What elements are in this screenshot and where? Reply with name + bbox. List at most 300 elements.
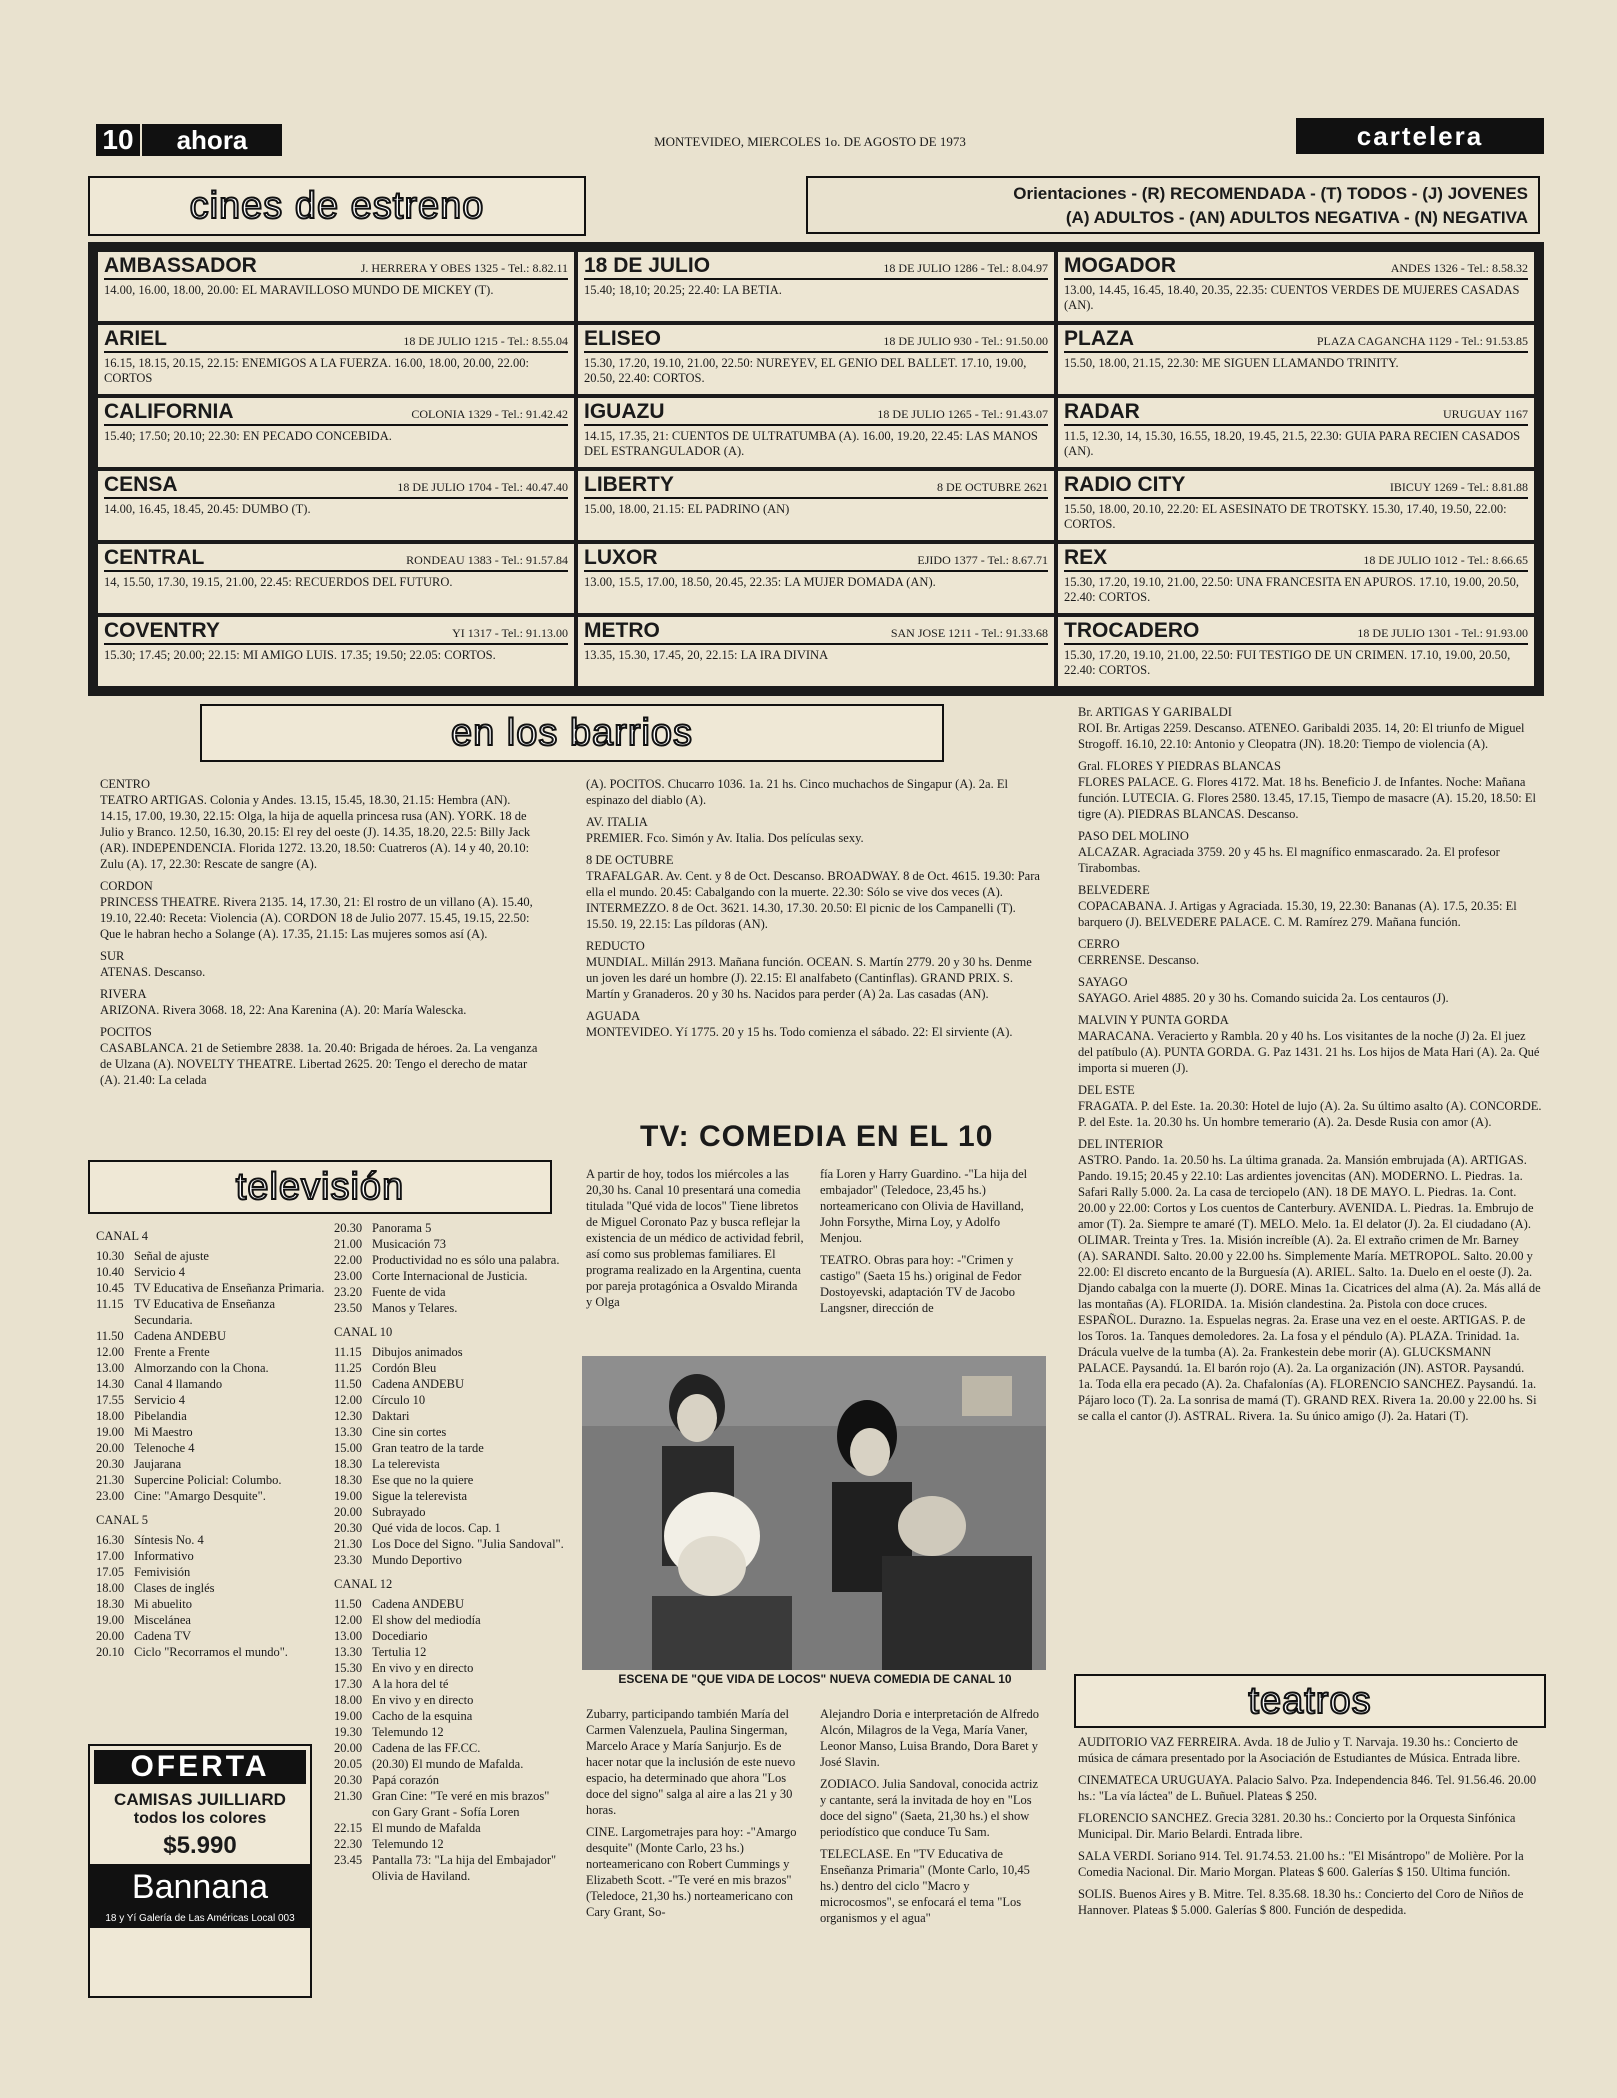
program-time: 17.00 <box>96 1549 125 1563</box>
cine-program: 15.30; 17.45; 20.00; 22.15: MI AMIGO LUIS. 17.35; 19.50; 22.05: CORTOS. <box>104 648 496 662</box>
teatros-title: teatros <box>1074 1674 1546 1728</box>
teatros-list <box>1078 1734 1542 1924</box>
cine-header <box>584 473 1048 499</box>
program-time: 20.00 <box>334 1741 363 1755</box>
program-title: Mi abuelito <box>134 1597 192 1611</box>
oferta-address: 18 y Yí Galería de Las Américas Local 003 <box>90 1911 310 1928</box>
barrio-zone: DEL ESTE <box>1078 1083 1135 1097</box>
barrio-zone: CERRO <box>1078 937 1120 951</box>
cine-header <box>584 400 1048 426</box>
program-title: Cadena TV <box>134 1629 192 1643</box>
program-time: 11.15 <box>334 1345 362 1359</box>
program-row <box>334 1440 564 1456</box>
program-time: 18.30 <box>334 1457 363 1471</box>
barrio-zone: CORDON <box>100 879 153 893</box>
cine-header <box>104 400 568 426</box>
program-title: Qué vida de locos. Cap. 1 <box>372 1521 501 1535</box>
program-time: 18.00 <box>96 1581 125 1595</box>
comedia-col2b: TEATRO. Obras para hoy: -"Crimen y castigo" (Saeta 15 hs.) original de Fedor Dostoyevski, adaptación TV de Jacobo Langsner, dirección de <box>820 1253 1022 1315</box>
program-row <box>334 1344 564 1360</box>
program-row <box>96 1280 326 1296</box>
program-row <box>334 1628 564 1644</box>
channel-label: CANAL 5 <box>96 1513 148 1527</box>
program-time: 23.00 <box>334 1269 363 1283</box>
cine-header <box>104 473 568 499</box>
cine-header <box>1064 619 1528 645</box>
program-row <box>96 1548 326 1564</box>
cine-cell <box>98 617 574 686</box>
barrio-listing: COPACABANA. J. Artigas y Agraciada. 15.30, 19, 22.30: Bananas (A). 17.5, 20.35: El barquero (J). BELVEDERE PALACE. C. M. Ramírez 279. Mañana función. <box>1078 899 1517 929</box>
program-time: 11.50 <box>96 1329 124 1343</box>
barrio-zone: Gral. FLORES Y PIEDRAS BLANCAS <box>1078 759 1281 773</box>
cine-program: 11.5, 12.30, 14, 15.30, 16.55, 18.20, 19.45, 21.5, 22.30: GUIA PARA RECIEN CASADOS (AN). <box>1064 429 1521 458</box>
cine-header <box>1064 546 1528 572</box>
program-row <box>96 1392 326 1408</box>
channel-label: CANAL 10 <box>334 1325 393 1339</box>
channel-label: CANAL 4 <box>96 1229 148 1243</box>
cine-name: CENTRAL <box>104 546 205 569</box>
tv-column-left <box>96 1220 326 1660</box>
barrio-zone: POCITOS <box>100 1025 152 1039</box>
program-row <box>334 1520 564 1536</box>
program-row <box>334 1268 564 1284</box>
program-title: Los Doce del Signo. "Julia Sandoval". <box>372 1537 564 1551</box>
program-row <box>334 1300 564 1316</box>
program-row <box>96 1344 326 1360</box>
cine-program: 14.00, 16.00, 18.00, 20.00: EL MARAVILLOSO MUNDO DE MICKEY (T). <box>104 283 494 297</box>
program-row <box>334 1220 564 1236</box>
cine-cell <box>578 544 1054 613</box>
program-time: 19.00 <box>96 1425 125 1439</box>
program-time: 23.45 <box>334 1853 363 1867</box>
program-title: En vivo y en directo <box>372 1693 474 1707</box>
program-title: TV Educativa de Enseñanza Primaria. <box>134 1281 325 1295</box>
cine-address: 18 DE JULIO 1301 - Tel.: 91.93.00 <box>1357 626 1528 640</box>
cine-name: ELISEO <box>584 327 662 350</box>
cine-header <box>1064 254 1528 280</box>
program-title: Cacho de la esquina <box>372 1709 473 1723</box>
channel-label: CANAL 12 <box>334 1577 393 1591</box>
program-time: 22.15 <box>334 1821 363 1835</box>
cine-name: ARIEL <box>104 327 167 350</box>
cine-program: 16.15, 18.15, 20.15, 22.15: ENEMIGOS A LA FUERZA. 16.00, 18.00, 20.00, 22.00: CORTOS <box>104 356 530 385</box>
barrio-zone: CENTRO <box>100 777 150 791</box>
program-time: 10.40 <box>96 1265 125 1279</box>
program-row <box>334 1820 564 1836</box>
program-time: 17.05 <box>96 1565 125 1579</box>
cine-name: RADIO CITY <box>1064 473 1186 496</box>
cine-address: ANDES 1326 - Tel.: 8.58.32 <box>1390 261 1528 275</box>
program-title: Ese que no la quiere <box>372 1473 474 1487</box>
program-row <box>96 1328 326 1344</box>
comedia-col3a: Zubarry, participando también María del Carmen Valenzuela, Paulina Singerman, Marcelo Arace y María Sanjurjo. Es de hacer notar que la inclusión de este nuevo espacio, ha determinado que ahora "Los doce del signo" salga al aire a las 21 y 30 horas. <box>586 1707 796 1817</box>
program-time: 20.30 <box>96 1457 125 1471</box>
program-time: 13.00 <box>334 1629 363 1643</box>
program-time: 20.30 <box>334 1521 363 1535</box>
cine-name: 18 DE JULIO <box>584 254 711 277</box>
barrio-zone: AGUADA <box>586 1009 641 1023</box>
program-time: 10.30 <box>96 1249 125 1263</box>
program-title: Manos y Telares. <box>372 1301 458 1315</box>
program-title: El mundo de Mafalda <box>372 1821 481 1835</box>
cine-name: LUXOR <box>584 546 658 569</box>
program-row <box>96 1488 326 1504</box>
program-time: 18.00 <box>96 1409 125 1423</box>
barrio-zone: REDUCTO <box>586 939 645 953</box>
cine-address: COLONIA 1329 - Tel.: 91.42.42 <box>411 407 568 421</box>
program-time: 18.00 <box>334 1693 363 1707</box>
cine-address: J. HERRERA Y OBES 1325 - Tel.: 8.82.11 <box>360 261 568 275</box>
cine-name: CALIFORNIA <box>104 400 234 423</box>
program-row <box>334 1772 564 1788</box>
program-row <box>334 1392 564 1408</box>
program-title: Cordón Bleu <box>372 1361 437 1375</box>
cine-address: IBICUY 1269 - Tel.: 8.81.88 <box>1389 480 1528 494</box>
cine-cell <box>1058 544 1534 613</box>
program-row <box>334 1852 564 1884</box>
program-title: Corte Internacional de Justicia. <box>372 1269 528 1283</box>
program-row <box>334 1284 564 1300</box>
cine-program: 14, 15.50, 17.30, 19.15, 21.00, 22.45: RECUERDOS DEL FUTURO. <box>104 575 453 589</box>
program-title: Informativo <box>134 1549 194 1563</box>
program-title: La telerevista <box>372 1457 440 1471</box>
cine-name: MOGADOR <box>1064 254 1176 277</box>
program-title: Jaujarana <box>134 1457 182 1471</box>
program-row <box>334 1424 564 1440</box>
program-title: Pibelandia <box>134 1409 187 1423</box>
barrios-right-column <box>1078 704 1542 1430</box>
program-time: 19.00 <box>96 1613 125 1627</box>
section-title: cartelera <box>1296 118 1544 154</box>
barrio-zone: Br. ARTIGAS Y GARIBALDI <box>1078 705 1232 719</box>
cine-program: 13.00, 15.5, 17.00, 18.50, 20.45, 22.35: LA MUJER DOMADA (AN). <box>584 575 936 589</box>
program-row <box>334 1236 564 1252</box>
program-time: 18.30 <box>334 1473 363 1487</box>
cine-address: YI 1317 - Tel.: 91.13.00 <box>452 626 568 640</box>
program-row <box>334 1644 564 1660</box>
program-row <box>334 1504 564 1520</box>
barrio-listing: ATENAS. Descanso. <box>100 965 206 979</box>
program-time: 12.00 <box>96 1345 125 1359</box>
photo-scene-icon <box>582 1356 1046 1670</box>
cine-cell <box>578 325 1054 394</box>
photo-caption: ESCENA DE "QUE VIDA DE LOCOS" NUEVA COMEDIA DE CANAL 10 <box>618 1672 1012 1686</box>
cine-program: 15.30, 17.20, 19.10, 21.00, 22.50: NUREYEV, EL GENIO DEL BALLET. 17.10, 19.00, 20.50, 22.40: CORTOS. <box>584 356 1027 385</box>
program-title: Musicación 73 <box>372 1237 446 1251</box>
cine-header <box>104 619 568 645</box>
barrio-listing: CASABLANCA. 21 de Setiembre 2838. 1a. 20.40: Brigada de héroes. 2a. La venganza de Ulzana (A). NOVELTY THEATRE. Libertad 2625. 20: Tengo el derecho de matar (A). 21.40: La celada <box>100 1041 538 1087</box>
cines-grid-inner <box>98 252 1534 686</box>
cine-name: RADAR <box>1064 400 1140 423</box>
program-row <box>334 1612 564 1628</box>
program-time: 20.00 <box>96 1629 125 1643</box>
program-time: 20.00 <box>96 1441 125 1455</box>
program-title: Síntesis No. 4 <box>134 1533 204 1547</box>
program-title: A la hora del té <box>372 1677 449 1691</box>
program-time: 13.00 <box>96 1361 125 1375</box>
cine-program: 13.35, 15.30, 17.45, 20, 22.15: LA IRA DIVINA <box>584 648 829 662</box>
comedia-col4b: ZODIACO. Julia Sandoval, conocida actriz y cantante, será la invitada de hoy en "Los doce del signo" (Saeta, 21,30 hs.) el show periodístico que conduce Tu Sam. <box>820 1777 1038 1839</box>
program-row <box>96 1596 326 1612</box>
cine-header <box>1064 400 1528 426</box>
program-title: Servicio 4 <box>134 1393 186 1407</box>
cine-program: 15.40; 18,10; 20.25; 22.40: LA BETIA. <box>584 283 782 297</box>
program-time: 19.00 <box>334 1489 363 1503</box>
program-title: Cadena de las FF.CC. <box>372 1741 481 1755</box>
program-title: Gran teatro de la tarde <box>372 1441 484 1455</box>
program-time: 11.50 <box>334 1377 362 1391</box>
barrio-zone: DEL INTERIOR <box>1078 1137 1164 1151</box>
barrio-zone: BELVEDERE <box>1078 883 1150 897</box>
program-time: 16.30 <box>96 1533 125 1547</box>
cine-address: 8 DE OCTUBRE 2621 <box>937 480 1048 494</box>
cine-cell <box>1058 325 1534 394</box>
cine-program: 14.00, 16.45, 18.45, 20.45: DUMBO (T). <box>104 502 311 516</box>
barrio-listing: SAYAGO. Ariel 4885. 20 y 30 hs. Comando suicida 2a. Los centauros (J). <box>1078 991 1449 1005</box>
program-row <box>334 1488 564 1504</box>
program-row <box>96 1440 326 1456</box>
program-time: 15.00 <box>334 1441 363 1455</box>
cine-header <box>104 327 568 353</box>
oferta-price: $5.990 <box>163 1832 237 1859</box>
barrios-title: en los barrios <box>200 704 944 762</box>
cine-cell <box>1058 617 1534 686</box>
program-time: 17.55 <box>96 1393 125 1407</box>
program-title: Cadena ANDEBU <box>372 1377 464 1391</box>
program-row <box>334 1756 564 1772</box>
comedia-col4 <box>820 1706 1044 1932</box>
program-time: 21.30 <box>334 1789 363 1803</box>
barrio-zone: MALVIN Y PUNTA GORDA <box>1078 1013 1229 1027</box>
program-title: Tertulia 12 <box>372 1645 427 1659</box>
cine-program: 13.00, 14.45, 16.45, 18.40, 20.35, 22.35: CUENTOS VERDES DE MUJERES CASADAS (AN). <box>1064 283 1520 312</box>
program-time: 11.15 <box>96 1297 124 1311</box>
program-title: Círculo 10 <box>372 1393 426 1407</box>
program-time: 21.00 <box>334 1237 363 1251</box>
program-title: Docediario <box>372 1629 428 1643</box>
program-time: 13.30 <box>334 1425 363 1439</box>
program-row <box>334 1552 564 1568</box>
teatro-listing: SALA VERDI. Soriano 914. Tel. 91.74.53. 21.00 hs.: "El Misántropo" de Molière. Por la Comedia Nacional. Dir. Mario Morgan. Plateas $ 600. Galerías $ 150. Ultima función. <box>1078 1849 1524 1879</box>
teatro-listing: FLORENCIO SANCHEZ. Grecia 3281. 20.30 hs.: Concierto por la Orquesta Sinfónica Municipal. Dir. Mario Belardi. Entrada libre. <box>1078 1811 1516 1841</box>
program-time: 14.30 <box>96 1377 125 1391</box>
comedia-col4a: Alejandro Doria e interpretación de Alfredo Alcón, Milagros de la Vega, María Vaner, Leonor Manso, Luisa Brando, Dora Baret y José Slavin. <box>820 1707 1040 1769</box>
cine-header <box>104 546 568 572</box>
cine-name: IGUAZU <box>584 400 665 423</box>
program-row <box>96 1564 326 1580</box>
tv-column-right <box>334 1220 564 1884</box>
cine-name: METRO <box>584 619 660 642</box>
program-row <box>334 1740 564 1756</box>
program-time: 11.25 <box>334 1361 362 1375</box>
program-title: Cine: "Amargo Desquite". <box>134 1489 266 1503</box>
cine-name: CENSA <box>104 473 178 496</box>
barrio-zone: RIVERA <box>100 987 147 1001</box>
program-time: 18.30 <box>96 1597 125 1611</box>
program-row <box>96 1376 326 1392</box>
cine-program: 15.50, 18.00, 20.10, 22.20: EL ASESINATO DE TROTSKY. 15.30, 17.40, 19.50, 22.00: CORTOS. <box>1064 502 1507 531</box>
cine-name: PLAZA <box>1064 327 1134 350</box>
barrio-listing: FLORES PALACE. G. Flores 4172. Mat. 18 hs. Beneficio J. de Infantes. Noche: Mañana función. LUTECIA. G. Flores 2580. 13.45, 17.15, Tiempo de masacre (A). 15.20, 18.50: El tigre (A). PIEDRAS BLANCAS. Descanso. <box>1078 775 1536 821</box>
program-row <box>334 1252 564 1268</box>
cine-header <box>584 619 1048 645</box>
cine-program: 15.30, 17.20, 19.10, 21.00, 22.50: FUI TESTIGO DE UN CRIMEN. 17.10, 19.00, 20.50, 22.40: CORTOS. <box>1064 648 1511 677</box>
program-title: Telenoche 4 <box>134 1441 195 1455</box>
program-row <box>334 1596 564 1612</box>
cine-cell <box>578 471 1054 540</box>
comedia-col3 <box>586 1706 806 1926</box>
teatro-listing: AUDITORIO VAZ FERREIRA. Avda. 18 de Julio y T. Narvaja. 19.30 hs.: Concierto de música de cámara presentado por la Asociación de Estudiantes de Música. Entrada libre. <box>1078 1735 1521 1765</box>
program-title: Telemundo 12 <box>372 1725 444 1739</box>
orientaciones-line1: Orientaciones - (R) RECOMENDADA - (T) TODOS - (J) JOVENES <box>1013 184 1528 203</box>
barrio-zone: PASO DEL MOLINO <box>1078 829 1189 843</box>
program-title: Productividad no es sólo una palabra. <box>372 1253 560 1267</box>
barrio-listing: ALCAZAR. Agraciada 3759. 20 y 45 hs. El magnífico enmascarado. 2a. El profesor Tirabombas. <box>1078 845 1500 875</box>
comedia-photo <box>582 1356 1046 1670</box>
barrio-zone: 8 DE OCTUBRE <box>586 853 674 867</box>
program-title: Canal 4 llamando <box>134 1377 223 1391</box>
cine-header <box>1064 327 1528 353</box>
orientaciones-legend <box>806 176 1540 234</box>
program-row <box>96 1360 326 1376</box>
barrio-listing: TRAFALGAR. Av. Cent. y 8 de Oct. Descanso. BROADWAY. 8 de Oct. 4615. 19.30: Para ella el mundo. 20.45: Cabalgando con la muerte. 22.30: Sólo se vive dos veces (A). INTERMEZZO. 8 de Oct. 3621. 14.30, 17.30. 20.50: El picnic de los Campanelli (T). 15.50. 19, 22.15: Las píldoras (AN). <box>586 869 1040 931</box>
program-title: (20.30) El mundo de Mafalda. <box>372 1757 524 1771</box>
program-row <box>334 1408 564 1424</box>
cine-address: URUGUAY 1167 <box>1442 407 1528 421</box>
program-row <box>334 1724 564 1740</box>
oferta-product: CAMISAS JUILLIARD <box>114 1790 286 1809</box>
program-title: El show del mediodía <box>372 1613 481 1627</box>
program-row <box>96 1456 326 1472</box>
cine-address: PLAZA CAGANCHA 1129 - Tel.: 91.53.85 <box>1316 334 1528 348</box>
cine-program: 15.40; 17.50; 20.10; 22.30: EN PECADO CONCEBIDA. <box>104 429 392 443</box>
program-time: 17.30 <box>334 1677 363 1691</box>
program-row <box>96 1532 326 1548</box>
program-title: Dibujos animados <box>372 1345 463 1359</box>
program-title: En vivo y en directo <box>372 1661 474 1675</box>
program-row <box>96 1296 326 1328</box>
barrios-middle-column <box>586 776 1046 1046</box>
barrio-listing: TEATRO ARTIGAS. Colonia y Andes. 13.15, 15.45, 18.30, 21.15: Hembra (AN). 14.15, 17.00, 19.30, 22.15: Olga, la hija de aquella princesa rusa (AN). YORK. 18 de Julio y Branco. 12.50, 16.30, 20.15: El rey del oeste (J). 14.35, 18.20, 22.5: Billy Jack (AR). INDEPENDENCIA. Florida 1272. 13.20, 18.50: Cuatreros (A). 14 y 40, 20.10: Zulu (A). 17, 22.30: Rescate de sangre (A). <box>100 793 531 871</box>
program-time: 23.00 <box>96 1489 125 1503</box>
program-time: 23.30 <box>334 1553 363 1567</box>
cines-grid <box>88 242 1544 696</box>
program-time: 20.30 <box>334 1773 363 1787</box>
program-time: 11.50 <box>334 1597 362 1611</box>
comedia-col1: A partir de hoy, todos los miércoles a las 20,30 hs. Canal 10 presentará una comedia titulada "Qué vida de locos" Tiene libretos de Miguel Coronato Paz y busca reflejar la existencia de un médico de actividad febril, así como sus problemas familiares. El programa realizado en la Argentina, cuenta por pareja protagónica a Osvaldo Miranda y Olga <box>586 1167 804 1309</box>
program-row <box>334 1376 564 1392</box>
cine-name: REX <box>1064 546 1108 569</box>
barrio-listing: CERRENSE. Descanso. <box>1078 953 1200 967</box>
cine-header <box>584 546 1048 572</box>
program-row <box>334 1536 564 1552</box>
program-row <box>334 1836 564 1852</box>
program-title: Mi Maestro <box>134 1425 193 1439</box>
program-time: 20.10 <box>96 1645 125 1659</box>
cine-cell <box>98 252 574 321</box>
edition-date: MONTEVIDEO, MIERCOLES 1o. DE AGOSTO DE 1973 <box>654 134 966 149</box>
cine-header <box>104 254 568 280</box>
program-time: 12.30 <box>334 1409 363 1423</box>
program-title: Sigue la telerevista <box>372 1489 468 1503</box>
program-title: Pantalla 73: "La hija del Embajador" Olivia de Haviland. <box>372 1853 557 1883</box>
cine-program: 15.30, 17.20, 19.10, 21.00, 22.50: UNA FRANCESITA EN APUROS. 17.10, 19.00, 20.50, 22.40: CORTOS. <box>1064 575 1519 604</box>
program-time: 10.45 <box>96 1281 125 1295</box>
program-time: 15.30 <box>334 1661 363 1675</box>
program-title: Señal de ajuste <box>134 1249 209 1263</box>
program-title: Daktari <box>372 1409 410 1423</box>
cine-address: 18 DE JULIO 1215 - Tel.: 8.55.04 <box>403 334 568 348</box>
program-row <box>334 1472 564 1488</box>
program-time: 12.00 <box>334 1613 363 1627</box>
program-title: Panorama 5 <box>372 1221 432 1235</box>
cine-header <box>584 254 1048 280</box>
cine-address: SAN JOSE 1211 - Tel.: 91.33.68 <box>890 626 1048 640</box>
program-row <box>96 1248 326 1264</box>
teatro-listing: SOLIS. Buenos Aires y B. Mitre. Tel. 8.35.68. 18.30 hs.: Concierto del Coro de Niños de Hannover. Plateas $ 5.000. Galerías $ 800. Función de despedida. <box>1078 1887 1524 1917</box>
comedia-col2a: fía Loren y Harry Guardino. -"La hija del embajador" (Teledoce, 23,45 hs.) norteamericano con Olivia de Havilland, John Forsythe, Mirna Loy, y Adolfo Menjou. <box>820 1167 1028 1245</box>
program-title: Supercine Policial: Columbo. <box>134 1473 282 1487</box>
cine-program: 15.50, 18.00, 21.15, 22.30: ME SIGUEN LLAMANDO TRINITY. <box>1064 356 1399 370</box>
program-row <box>96 1472 326 1488</box>
program-time: 19.00 <box>334 1709 363 1723</box>
program-time: 13.30 <box>334 1645 363 1659</box>
program-title: TV Educativa de Enseñanza Secundaria. <box>134 1297 276 1327</box>
barrios-left-column <box>100 776 544 1094</box>
program-title: Almorzando con la Chona. <box>134 1361 269 1375</box>
barrio-listing: ROI. Br. Artigas 2259. Descanso. ATENEO. Garibaldi 2035. 14, 20: El triunfo de Miguel Strogoff. 16.10, 22.10: Antonio y Cleopatra (JN). 18.20: Tiempo de violencia (A). <box>1078 721 1525 751</box>
cine-cell <box>1058 252 1534 321</box>
program-title: Miscelánea <box>134 1613 191 1627</box>
cine-address: RONDEAU 1383 - Tel.: 91.57.84 <box>406 553 568 567</box>
program-row <box>334 1788 564 1820</box>
program-row <box>96 1424 326 1440</box>
estreno-title: cines de estreno <box>88 176 586 236</box>
barrio-listing: (A). POCITOS. Chucarro 1036. 1a. 21 hs. Cinco muchachos de Singapur (A). 2a. El espinazo del diablo (A). <box>586 777 1008 807</box>
program-title: Femivisión <box>134 1565 191 1579</box>
program-time: 23.50 <box>334 1301 363 1315</box>
cine-cell <box>1058 398 1534 467</box>
program-title: Gran Cine: "Te veré en mis brazos" con Gary Grant - Sofía Loren <box>372 1789 550 1819</box>
program-time: 20.00 <box>334 1505 363 1519</box>
cine-cell <box>98 544 574 613</box>
barrio-listing: ARIZONA. Rivera 3068. 18, 22: Ana Karenina (A). 20: María Walescka. <box>100 1003 467 1017</box>
program-title: Papá corazón <box>372 1773 439 1787</box>
cine-cell <box>578 252 1054 321</box>
cine-address: 18 DE JULIO 1265 - Tel.: 91.43.07 <box>877 407 1048 421</box>
cine-address: 18 DE JULIO 1012 - Tel.: 8.66.65 <box>1363 553 1528 567</box>
cine-program: 15.00, 18.00, 21.15: EL PADRINO (AN) <box>584 502 790 516</box>
program-row <box>334 1692 564 1708</box>
barrio-listing: FRAGATA. P. del Este. 1a. 20.30: Hotel de lujo (A). 2a. Su último asalto (A). CONCORDE. P. del Este. 1a. 20.30 hs. Un hombre temerario (A). 2a. Desde Rusia con amor (A). <box>1078 1099 1542 1129</box>
barrio-listing: ASTRO. Pando. 1a. 20.50 hs. La última granada. 2a. Mansión embrujada (A). ARTIGAS. Pando. 19.15; 20.45 y 22.10: Las ardientes jovencitas (AN). MODERNO. L. Piedras. 1a. Safari Rally 5.000. 2a. La casa de terciopelo (AN). 18 DE MAYO. L. Piedras. 1a. Cont. 20.00 y 22.00: Cortos y Los cuentos de Canterbury. AVENIDA. L. Piedras. 1a. Embrujo de amor (T). 2a. Siempre te amaré (T). MELO. Melo. 1a. El delator (J). 2a. El ciudadano (A). OLIMAR. Treinta y Tres. 1a. Misión increíble (A). 2a. El extraño crimen de Mr. Barney (A). SARANDI. Salto. 20.00 y 22.00 hs. Simplemente María. METROPOL. Salto. 20.00 y 22.00: El discreto encanto de la Burguesía (A). ARIEL. Salto. 1a. Duelo en el oeste (J). 2a. Djando cabalga con la muerte (J). DORE. Minas 1a. Cicatrices del alma (A). 2a. Más allá de las montañas (A). FLORIDA. 1a. Misión clandestina. 2a. Pistola con doce cruces. ESPAÑOL. Durazno. 1a. Espuelas negras. 2a. Erase una vez en el oeste. ARTIGAS. P. de los Toros. 1a. Tanques demoledores. 2a. La fosa y el péndulo (A). PLAZA. Trinidad. 1a. Drácula vuelve de la tumba (A). 2a. Frankestein debe morir (A). GLUCKSMANN PALACE. Paysandú. 1a. El barón rojo (A). 2a. La organización (JN). ASTOR. Paysandú. 1a. Toda ella era pecado (A). 2a. Chafalonías (A). FLORENCIO SANCHEZ. Paysandú. 1a. Pájaro loco (T). 2a. La sonrisa de mamá (T). GRAND REX. Rivera 1a. 20.00 y 22.00 hs. Si se calla el cantor (J). ASTRAL. Rivera. 1a. Su único amigo (J). 2a. Hatari (T). <box>1078 1153 1541 1423</box>
program-title: Frente a Frente <box>134 1345 210 1359</box>
program-row <box>334 1360 564 1376</box>
page-number: 10 <box>96 124 140 156</box>
cine-cell <box>98 325 574 394</box>
cine-name: LIBERTY <box>584 473 674 496</box>
cine-name: AMBASSADOR <box>104 254 257 277</box>
tv-title: televisión <box>88 1160 552 1214</box>
program-row <box>96 1612 326 1628</box>
comedia-col2 <box>820 1166 1044 1322</box>
cine-cell <box>578 398 1054 467</box>
barrio-zone: SUR <box>100 949 125 963</box>
program-title: Cadena ANDEBU <box>134 1329 226 1343</box>
program-row <box>334 1456 564 1472</box>
program-row <box>96 1408 326 1424</box>
cine-name: TROCADERO <box>1064 619 1200 642</box>
